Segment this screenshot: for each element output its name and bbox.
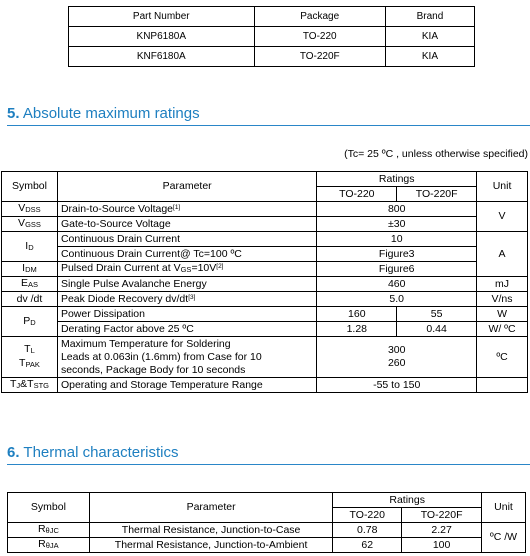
table-header-row xyxy=(8,493,526,508)
unit-derating: W/ ºC xyxy=(477,322,528,337)
value-op-temp: -55 to 150 xyxy=(317,378,477,393)
section-number: 6. xyxy=(7,444,20,461)
header-to220: TO-220 xyxy=(333,508,402,523)
param-text: =10V xyxy=(191,262,217,274)
symbol-letter: E xyxy=(20,277,28,289)
table-row xyxy=(8,523,526,538)
table-row xyxy=(2,292,528,307)
value-rthja-to220: 62 xyxy=(333,538,402,553)
symbol-subscript: D xyxy=(30,317,36,327)
symbol-letter: P xyxy=(23,314,31,327)
cell-part-number: KNP6180A xyxy=(69,27,255,47)
param-text: Pulsed Drain Current at V xyxy=(60,262,181,274)
param-text: Peak Diode Recovery dv/dt xyxy=(60,292,189,305)
value-id-continuous: 10 xyxy=(317,232,477,247)
symbol-pd xyxy=(2,307,58,337)
part-number-table xyxy=(68,6,475,67)
param-op-temp: Operating and Storage Temperature Range xyxy=(57,378,316,393)
symbol-vgss xyxy=(2,217,58,232)
param-id-continuous: Continuous Drain Current xyxy=(57,232,316,247)
param-line: Leads at 0.063in (1.6mm) from Case for 10 xyxy=(60,350,262,363)
value-solder-temp xyxy=(317,337,477,378)
footnote-ref: [1] xyxy=(173,203,181,211)
table-row xyxy=(2,232,528,247)
unit-thermal: ºC /W xyxy=(482,523,526,553)
section-title: Thermal characteristics xyxy=(19,444,179,461)
header-symbol: Symbol xyxy=(8,493,90,523)
param-idm xyxy=(57,262,316,277)
cell-part-number: KNF6180A xyxy=(69,47,255,67)
section-title: Absolute maximum ratings xyxy=(19,105,200,122)
cell-brand: KIA xyxy=(385,27,474,47)
symbol-letter: R xyxy=(37,523,46,535)
unit-current: A xyxy=(477,232,528,277)
header-to220f: TO-220F xyxy=(397,187,477,202)
symbol-idm xyxy=(2,262,58,277)
section-5-heading xyxy=(7,105,200,122)
symbol-subscript: STG xyxy=(33,381,49,390)
value-id-100c: Figure3 xyxy=(317,247,477,262)
symbol-subscript: J xyxy=(16,381,21,390)
symbol-subscript: DSS xyxy=(25,205,41,214)
symbol-id xyxy=(2,232,58,262)
table-row xyxy=(2,307,528,322)
symbol-tl-tpak xyxy=(2,337,58,378)
symbol-letter: V xyxy=(18,217,26,229)
symbol-vdss xyxy=(2,202,58,217)
table-row xyxy=(2,322,528,337)
symbol-subscript: D xyxy=(28,242,34,252)
symbol-letter: I xyxy=(25,239,29,252)
unit-energy: mJ xyxy=(477,277,528,292)
thermal-characteristics-table xyxy=(7,492,526,553)
value-vgss: ±30 xyxy=(317,217,477,232)
param-dvdt xyxy=(57,292,316,307)
header-to220f: TO-220F xyxy=(402,508,482,523)
value-rthjc-to220: 0.78 xyxy=(333,523,402,538)
unit-temperature: ºC xyxy=(477,337,528,378)
param-derating: Derating Factor above 25 ºC xyxy=(57,322,316,337)
footnote-ref: [2] xyxy=(216,263,224,270)
cell-package: TO-220F xyxy=(254,47,385,67)
symbol-letter: I xyxy=(22,262,26,274)
unit-dvdt: V/ns xyxy=(477,292,528,307)
header-part-number: Part Number xyxy=(69,7,255,27)
cell-package: TO-220 xyxy=(254,27,385,47)
symbol-subscript: GSS xyxy=(25,220,41,229)
table-row xyxy=(2,337,528,378)
param-rthja: Thermal Resistance, Junction-to-Ambient xyxy=(89,538,332,553)
param-rthjc: Thermal Resistance, Junction-to-Case xyxy=(89,523,332,538)
header-unit: Unit xyxy=(482,493,526,523)
value-derating-to220f: 0.44 xyxy=(397,322,477,337)
value-vdss: 800 xyxy=(317,202,477,217)
value-dvdt: 5.0 xyxy=(317,292,477,307)
value-pd-to220f: 55 xyxy=(397,307,477,322)
symbol-rthja xyxy=(8,538,90,553)
section-number: 5. xyxy=(7,105,20,122)
symbol-letter: &T xyxy=(20,378,34,390)
table-row xyxy=(2,217,528,232)
symbol-subscript: PAK xyxy=(25,360,40,369)
symbol-rthjc xyxy=(8,523,90,538)
symbol-subscript: θJC xyxy=(45,526,59,535)
table-row xyxy=(69,27,475,47)
cell-brand: KIA xyxy=(385,47,474,67)
table-row xyxy=(69,47,475,67)
param-subscript: GS xyxy=(180,265,192,274)
symbol-subscript: DM xyxy=(25,265,37,274)
param-line: seconds, Package Body for 10 seconds xyxy=(60,363,246,376)
unit-voltage: V xyxy=(477,202,528,232)
value-idm: Figure6 xyxy=(317,262,477,277)
value-rthja-to220f: 100 xyxy=(402,538,482,553)
symbol-subscript: AS xyxy=(27,280,38,289)
param-id-100c: Continuous Drain Current@ Tc=100 ºC xyxy=(57,247,316,262)
param-solder-temp xyxy=(57,337,316,378)
table-header-row xyxy=(2,172,528,187)
value-derating-to220: 1.28 xyxy=(317,322,397,337)
param-line: Maximum Temperature for Soldering xyxy=(60,337,231,350)
symbol-tj-tstg xyxy=(2,378,58,393)
header-ratings: Ratings xyxy=(333,493,482,508)
absolute-max-ratings-table xyxy=(1,171,528,393)
section-divider xyxy=(7,464,530,465)
condition-note: (Tc= 25 ºC , unless otherwise specified) xyxy=(344,148,528,160)
table-row xyxy=(2,378,528,393)
table-row xyxy=(2,247,528,262)
table-row xyxy=(2,202,528,217)
symbol-letter: V xyxy=(18,202,26,214)
header-unit: Unit xyxy=(477,172,528,202)
header-brand: Brand xyxy=(385,7,474,27)
header-to220: TO-220 xyxy=(317,187,397,202)
symbol-letter: T xyxy=(19,357,26,369)
header-parameter: Parameter xyxy=(57,172,316,202)
header-symbol: Symbol xyxy=(2,172,58,202)
table-row xyxy=(8,538,526,553)
unit-power: W xyxy=(477,307,528,322)
section-6-heading xyxy=(7,444,178,461)
symbol-dvdt: dv /dt xyxy=(2,292,58,307)
param-vdss xyxy=(57,202,316,217)
symbol-letter: T xyxy=(9,378,17,390)
param-text: Drain-to-Source Voltage xyxy=(60,202,174,215)
param-pd: Power Dissipation xyxy=(57,307,316,322)
value-tl: 300 xyxy=(387,344,406,356)
value-tpak: 260 xyxy=(387,357,406,369)
footnote-ref: [3] xyxy=(188,293,196,301)
table-row xyxy=(2,277,528,292)
section-divider xyxy=(7,125,530,126)
symbol-subscript: L xyxy=(30,346,35,355)
value-rthjc-to220f: 2.27 xyxy=(402,523,482,538)
header-package: Package xyxy=(254,7,385,27)
value-pd-to220: 160 xyxy=(317,307,397,322)
symbol-eas xyxy=(2,277,58,292)
header-ratings: Ratings xyxy=(317,172,477,187)
symbol-letter: T xyxy=(24,343,31,355)
table-row xyxy=(2,262,528,277)
param-vgss: Gate-to-Source Voltage xyxy=(57,217,316,232)
unit-op-temp xyxy=(477,378,528,393)
header-parameter: Parameter xyxy=(89,493,332,523)
symbol-letter: R xyxy=(38,538,46,550)
param-eas: Single Pulse Avalanche Energy xyxy=(57,277,316,292)
value-eas: 460 xyxy=(317,277,477,292)
table-header-row xyxy=(69,7,475,27)
symbol-subscript: θJA xyxy=(45,541,59,550)
